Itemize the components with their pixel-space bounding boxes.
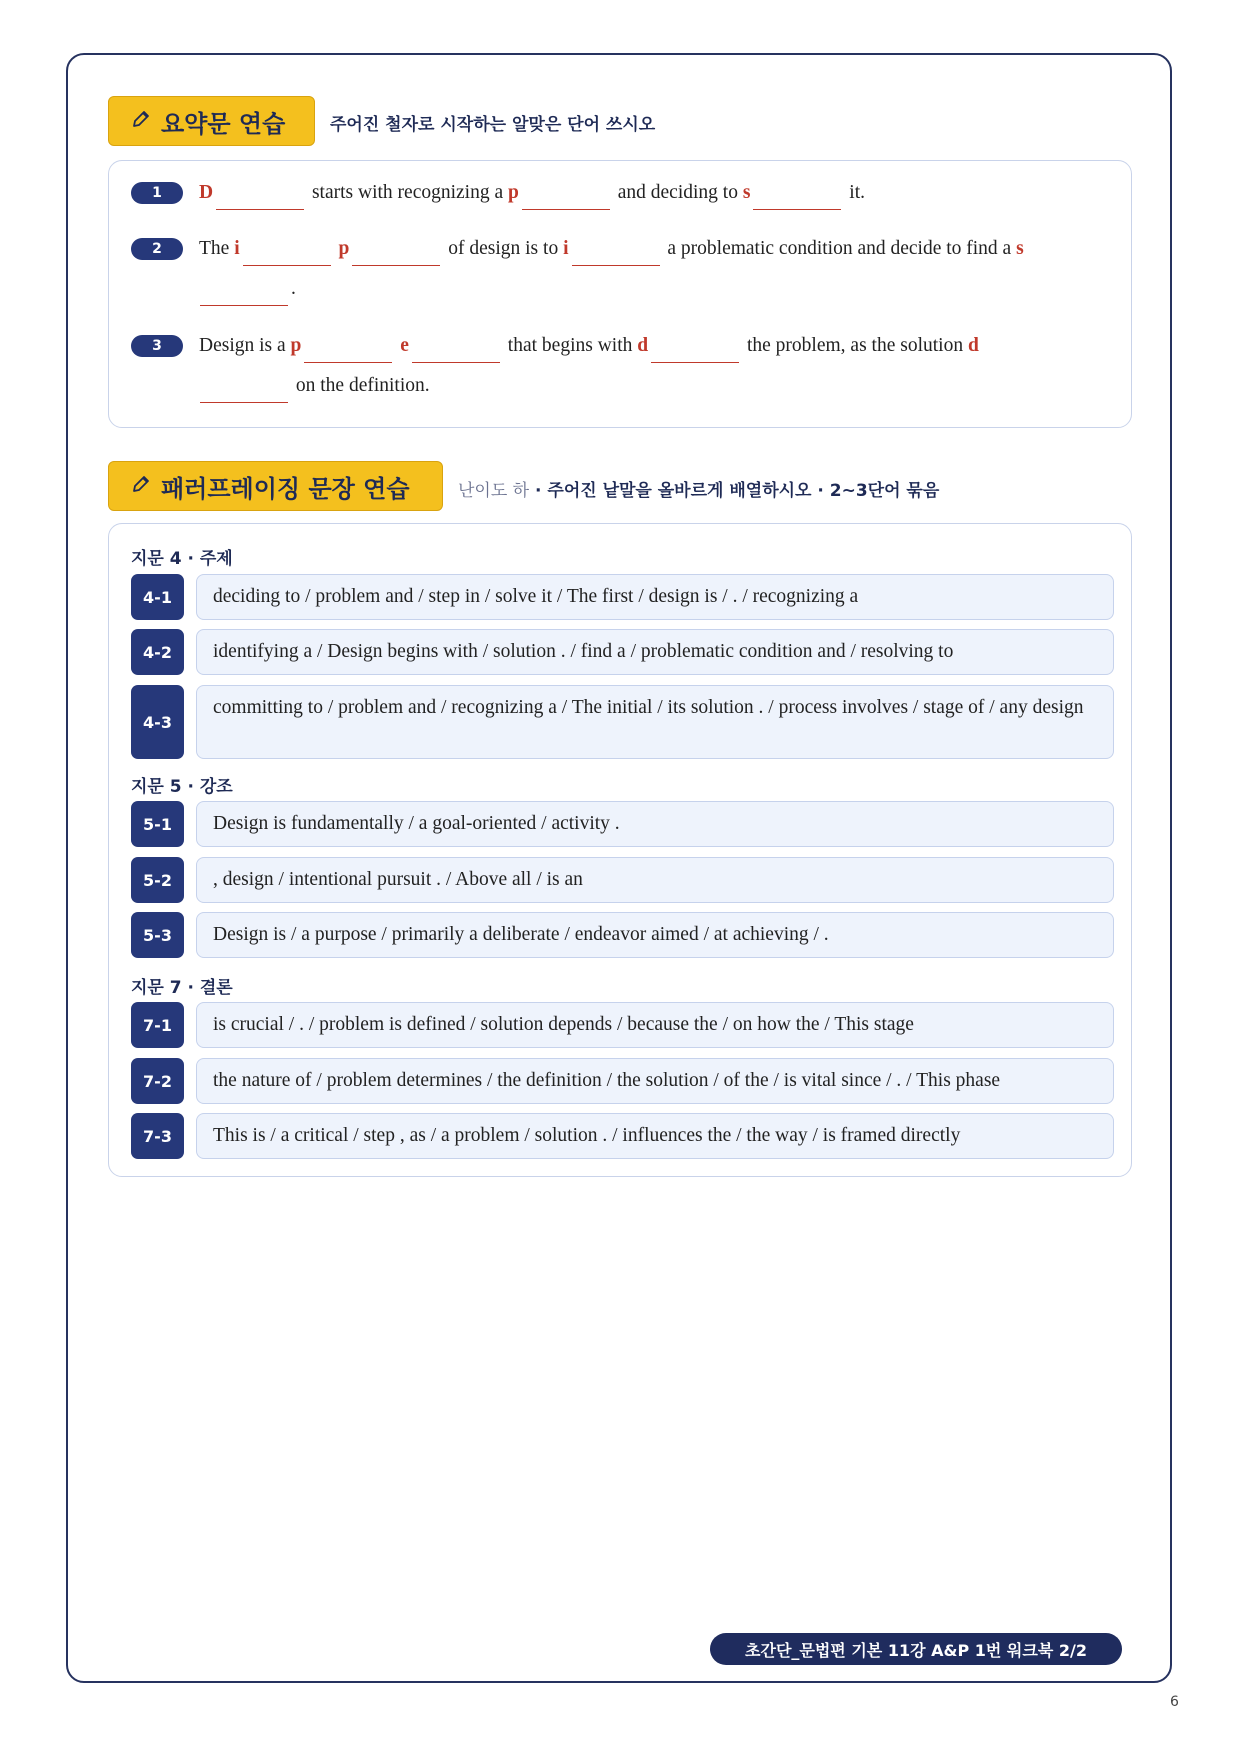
- answer-blank[interactable]: [200, 376, 288, 403]
- initial-letter: s: [1016, 238, 1024, 259]
- summary-item-2: [199, 235, 1101, 266]
- summary-tab-label: 요약문 연습: [161, 109, 286, 138]
- answer-blank[interactable]: [243, 239, 331, 266]
- initial-letter: D: [199, 182, 214, 203]
- summary-item-number: 3: [131, 335, 183, 357]
- footer-label: 초간단_문법편 기본 11강 A&P 1번 워크북 2/2: [710, 1633, 1122, 1665]
- sentence-text: the problem, as the solution: [746, 335, 964, 356]
- item-number-badge: 7-1: [131, 1002, 184, 1048]
- summary-panel: [108, 160, 1132, 428]
- initial-letter: d: [967, 335, 979, 356]
- section-title: 지문 4 · 주제: [131, 549, 233, 569]
- initial-letter: p: [290, 335, 302, 356]
- paraphrase-instruction-line: [458, 476, 939, 501]
- section-title: 지문 7 · 결론: [131, 978, 233, 998]
- word-chunks-box[interactable]: is crucial / . / problem is defined / solution depends / because the / on how the / This stage: [196, 1002, 1114, 1048]
- sentence-text: that begins with: [507, 335, 633, 356]
- answer-blank[interactable]: [572, 239, 660, 266]
- paraphrase-panel: [108, 523, 1132, 1177]
- sentence-text: it.: [849, 182, 866, 203]
- sentence-text: of design is to: [448, 238, 559, 259]
- word-chunks-box[interactable]: identifying a / Design begins with / solution . / find a / problematic condition and / resolving to: [196, 629, 1114, 675]
- sentence-text: on the definition.: [295, 375, 430, 396]
- summary-item-number: 2: [131, 238, 183, 260]
- sentence-text: and deciding to: [617, 182, 738, 203]
- sentence-text: a problematic condition and decide to find a: [667, 238, 1012, 259]
- word-chunks-box[interactable]: deciding to / problem and / step in / solve it / The first / design is / . / recognizing a: [196, 574, 1114, 620]
- word-chunks-box[interactable]: , design / intentional pursuit . / Above all / is an: [196, 857, 1114, 903]
- summary-item-3: [199, 332, 1101, 363]
- sentence-text: .: [291, 278, 296, 299]
- difficulty-label: 난이도 하: [458, 481, 530, 501]
- item-number-badge: 5-3: [131, 912, 184, 958]
- answer-blank[interactable]: [200, 279, 288, 306]
- item-number-badge: 4-2: [131, 629, 184, 675]
- item-number-badge: 7-3: [131, 1113, 184, 1159]
- initial-letter: i: [234, 238, 240, 259]
- item-number-badge: 5-2: [131, 857, 184, 903]
- paraphrase-tab-label: 패러프레이징 문장 연습: [161, 474, 410, 503]
- word-chunks-box[interactable]: the nature of / problem determines / the definition / the solution / of the / is vital since / . / This phase: [196, 1058, 1114, 1104]
- summary-item-1: [199, 179, 1101, 210]
- initial-letter: s: [742, 182, 751, 203]
- initial-letter: e: [400, 335, 409, 356]
- word-chunks-box[interactable]: This is / a critical / step , as / a problem / solution . / influences the / the way / is framed directly: [196, 1113, 1114, 1159]
- item-number-badge: 4-3: [131, 685, 184, 759]
- summary-item-number: 1: [131, 182, 183, 204]
- answer-blank[interactable]: [352, 239, 440, 266]
- sentence-text: starts with recognizing a: [311, 182, 504, 203]
- item-number-badge: 5-1: [131, 801, 184, 847]
- initial-letter: i: [563, 238, 569, 259]
- answer-blank[interactable]: [216, 183, 304, 210]
- summary-instruction: 주어진 철자로 시작하는 알맞은 단어 쓰시오: [330, 115, 656, 135]
- word-chunks-box[interactable]: Design is / a purpose / primarily a deliberate / endeavor aimed / at achieving / .: [196, 912, 1114, 958]
- answer-blank[interactable]: [753, 183, 841, 210]
- sentence-text: Design is a: [199, 335, 286, 356]
- section-title: 지문 5 · 강조: [131, 777, 233, 797]
- answer-blank[interactable]: [651, 336, 739, 363]
- initial-letter: p: [338, 238, 350, 259]
- page-number: 6: [1170, 1694, 1179, 1710]
- answer-blank[interactable]: [522, 183, 610, 210]
- initial-letter: p: [508, 182, 519, 203]
- sentence-text: The: [199, 238, 230, 259]
- item-number-badge: 7-2: [131, 1058, 184, 1104]
- word-chunks-box[interactable]: committing to / problem and / recognizing a / The initial / its solution . / process involves / stage of / any design: [196, 685, 1114, 759]
- pencil-icon: [131, 472, 161, 500]
- summary-tab: [108, 96, 315, 146]
- item-number-badge: 4-1: [131, 574, 184, 620]
- summary-item-2-cont: [197, 275, 1101, 306]
- initial-letter: d: [637, 335, 649, 356]
- summary-item-3-cont: [197, 372, 1101, 403]
- answer-blank[interactable]: [304, 336, 392, 363]
- paraphrase-instruction: · 주어진 낱말을 올바르게 배열하시오 · 2~3단어 묶음: [535, 481, 940, 501]
- answer-blank[interactable]: [412, 336, 500, 363]
- pencil-icon: [131, 107, 161, 135]
- word-chunks-box[interactable]: Design is fundamentally / a goal-oriented / activity .: [196, 801, 1114, 847]
- paraphrase-tab: [108, 461, 443, 511]
